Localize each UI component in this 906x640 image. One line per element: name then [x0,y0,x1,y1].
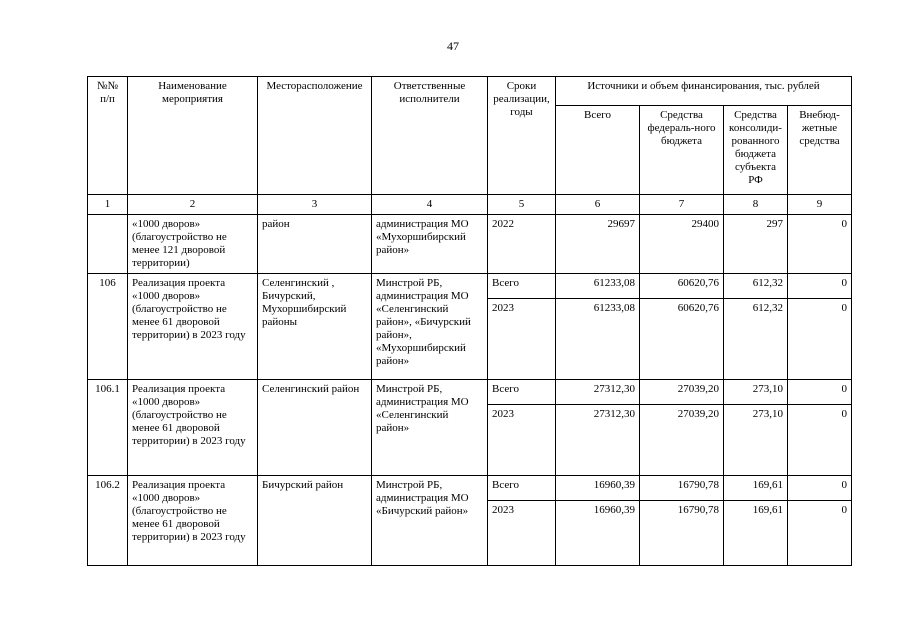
row-num [88,215,128,274]
row-name: Реализация проекта «1000 дворов» (благоустройство не менее 61 дворовой территории) в 2023 году [128,274,258,380]
row-num: 106.2 [88,476,128,566]
row-consolidated: 169,61 [724,501,788,566]
header-total: Всего [556,106,640,195]
row-extra: 0 [788,405,852,476]
row-year: 2023 [488,501,556,566]
row-location: район [258,215,372,274]
row-total: 16960,39 [556,501,640,566]
column-number: 2 [128,195,258,215]
row-extra: 0 [788,476,852,501]
row-extra: 0 [788,299,852,380]
row-total: 29697 [556,215,640,274]
row-total: 61233,08 [556,274,640,299]
table-row [88,380,852,405]
row-consolidated: 612,32 [724,274,788,299]
row-total: 27312,30 [556,405,640,476]
row-federal: 29400 [640,215,724,274]
row-federal: 27039,20 [640,380,724,405]
row-location: Бичурский район [258,476,372,566]
row-location: Селенгинский район [258,380,372,476]
header-federal: Средства федераль-ного бюджета [640,106,724,195]
row-name: Реализация проекта «1000 дворов» (благоустройство не менее 61 дворовой территории) в 2023 году [128,380,258,476]
column-number: 4 [372,195,488,215]
row-location: Селенгинский , Бичурский, Мухоршибирский районы [258,274,372,380]
row-consolidated: 273,10 [724,380,788,405]
header-sources: Источники и объем финансирования, тыс. рублей [556,77,852,106]
row-num: 106.1 [88,380,128,476]
row-total: 16960,39 [556,476,640,501]
table-row [88,274,852,299]
table-row [88,476,852,501]
table-row [88,215,852,274]
column-number: 5 [488,195,556,215]
header-num: №№ п/п [88,77,128,195]
header-location: Месторасположение [258,77,372,195]
row-extra: 0 [788,501,852,566]
row-responsible: Минстрой РБ, администрация МО «Селенгинский район» [372,380,488,476]
row-consolidated: 169,61 [724,476,788,501]
column-number: 1 [88,195,128,215]
row-total: 61233,08 [556,299,640,380]
column-number: 7 [640,195,724,215]
row-consolidated: 612,32 [724,299,788,380]
header-terms: Сроки реализации, годы [488,77,556,195]
column-number-row [88,195,852,215]
row-year: Всего [488,380,556,405]
row-year: 2022 [488,215,556,274]
column-number: 8 [724,195,788,215]
row-consolidated: 297 [724,215,788,274]
row-federal: 16790,78 [640,476,724,501]
row-extra: 0 [788,380,852,405]
column-number: 9 [788,195,852,215]
header-responsible: Ответственные исполнители [372,77,488,195]
row-federal: 16790,78 [640,501,724,566]
row-year: Всего [488,476,556,501]
row-year: 2023 [488,299,556,380]
header-name: Наименование мероприятия [128,77,258,195]
row-name: «1000 дворов» (благоустройство не менее 121 дворовой территории) [128,215,258,274]
row-consolidated: 273,10 [724,405,788,476]
row-federal: 60620,76 [640,274,724,299]
header-extrabudget: Внебюд-жетные средства [788,106,852,195]
column-number: 3 [258,195,372,215]
row-year: Всего [488,274,556,299]
row-federal: 27039,20 [640,405,724,476]
column-number: 6 [556,195,640,215]
row-name: Реализация проекта «1000 дворов» (благоустройство не менее 61 дворовой территории) в 2023 году [128,476,258,566]
row-responsible: администрация МО «Мухоршибирский район» [372,215,488,274]
row-responsible: Минстрой РБ, администрация МО «Селенгинский район», «Бичурский район», «Мухоршибирский район» [372,274,488,380]
header-consolidated: Средства консолиди-рованного бюджета субъекта РФ [724,106,788,195]
page-number: 47 [447,39,459,53]
row-total: 27312,30 [556,380,640,405]
row-responsible: Минстрой РБ, администрация МО «Бичурский район» [372,476,488,566]
financing-table [87,76,852,566]
row-num: 106 [88,274,128,380]
row-extra: 0 [788,274,852,299]
row-federal: 60620,76 [640,299,724,380]
row-year: 2023 [488,405,556,476]
row-extra: 0 [788,215,852,274]
